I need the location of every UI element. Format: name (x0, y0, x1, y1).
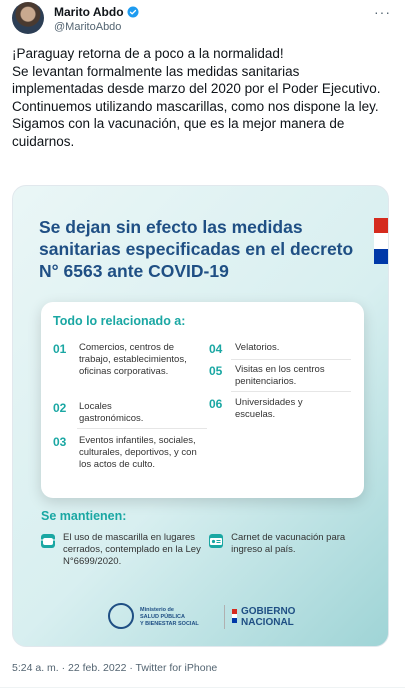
avatar[interactable] (12, 2, 44, 34)
mantienen-text: El uso de mascarilla en lugares cerrados, contemplado en la Ley N°6699/2020. (63, 532, 201, 567)
tweet-header (12, 2, 393, 38)
list-item (209, 342, 354, 356)
mantienen-text: Carnet de vacunación para ingreso al país. (231, 532, 346, 555)
card-headline: Se dejan sin efecto las medidas sanitarias especificadas en el decreto N° 6563 ante COVID-19 (39, 217, 354, 281)
item-text: Visitas en los centros penitenciarios. (235, 364, 325, 387)
list-item (209, 397, 339, 421)
list-item (209, 364, 354, 388)
item-text: Comercios, centros de trabajo, establecimientos, oficinas corporativas. (79, 342, 187, 377)
government-logos (108, 601, 308, 635)
tweet-image-card[interactable] (12, 185, 389, 647)
divider (77, 428, 207, 429)
item-number: 03 (53, 435, 67, 449)
item-number: 02 (53, 401, 67, 415)
verified-badge-icon (127, 6, 139, 18)
measures-panel (41, 302, 364, 498)
gobierno-flag-icon (232, 609, 237, 623)
list-item (209, 532, 359, 556)
list-item (53, 435, 203, 471)
ministry-seal-icon (108, 603, 134, 629)
author-name[interactable]: Marito Abdo (54, 5, 124, 19)
tweet-timestamp[interactable]: 5:24 a. m. · 22 feb. 2022 · Twitter for iPhone (12, 662, 218, 674)
item-text: Locales gastronómicos. (79, 401, 144, 424)
author-name-row[interactable] (54, 5, 139, 19)
divider (224, 605, 225, 629)
list-item (53, 401, 203, 425)
author-handle[interactable]: @MaritoAbdo (54, 21, 122, 33)
mask-icon (41, 534, 55, 548)
tweet-text: ¡Paraguay retorna de a poco a la normalidad! Se levantan formalmente las medidas sanitarias implementadas desde marzo del 2020 por el Poder Ejecutivo. Continuemos utilizando mascarillas, como nos dispone la ley. Sigamos con la vacunación, que es la mejor manera de cuidarnos. (12, 46, 381, 149)
paraguay-flag-icon (374, 218, 388, 264)
panel-title: Todo lo relacionado a: (53, 314, 186, 328)
item-number: 04 (209, 342, 223, 356)
item-number: 06 (209, 397, 223, 411)
more-options-icon[interactable]: ··· (374, 4, 391, 20)
item-number: 05 (209, 364, 223, 378)
item-text: Velatorios. (235, 342, 280, 353)
gobierno-nacional-logo: GOBIERNO NACIONAL (241, 606, 296, 628)
ministry-name: Ministerio de SALUD PÚBLICA Y BIENESTAR SOCIAL (140, 607, 199, 627)
item-text: Universidades y escuelas. (235, 397, 303, 420)
mantienen-title: Se mantienen: (41, 509, 127, 523)
list-item (53, 342, 203, 378)
item-text: Eventos infantiles, sociales, culturales, deportivos, y con los actos de culto. (79, 435, 197, 470)
item-number: 01 (53, 342, 67, 356)
divider (231, 359, 351, 360)
list-item (41, 532, 201, 568)
divider (231, 391, 351, 392)
vaccination-card-icon (209, 534, 223, 548)
